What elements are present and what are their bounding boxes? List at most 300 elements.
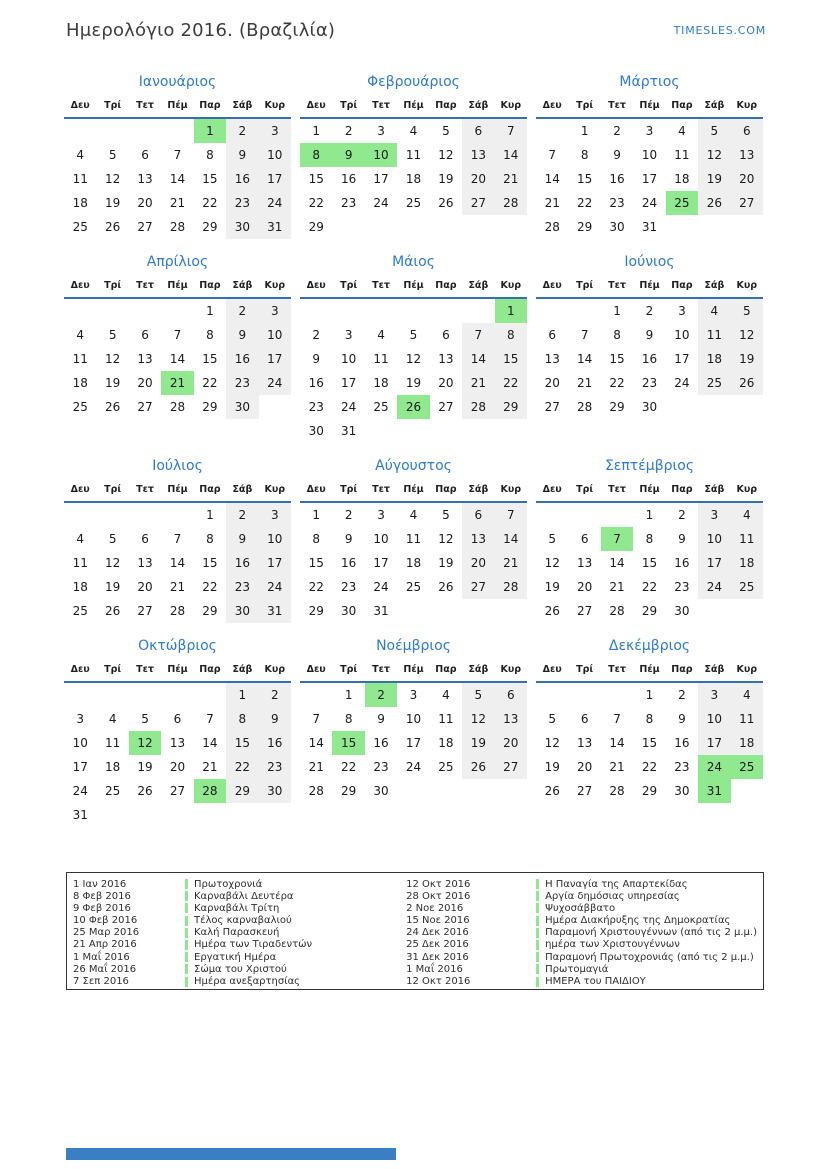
day-cell: 11 xyxy=(731,707,763,731)
empty-cell xyxy=(430,215,462,239)
empty-cell xyxy=(397,599,429,623)
day-cell: 21 xyxy=(544,196,560,210)
day-cell: 18 xyxy=(72,376,88,390)
day-cell: 12 xyxy=(129,731,161,755)
day-cell: 3 xyxy=(377,508,385,522)
month-title: Φεβρουάριος xyxy=(367,74,460,90)
empty-cell xyxy=(129,119,161,143)
day-cell: 4 xyxy=(76,328,85,342)
day-cell: 28 xyxy=(609,604,625,618)
day-cell: 4 xyxy=(698,299,730,323)
month-title: Ιούλιος xyxy=(152,458,203,474)
day-cell: 16 xyxy=(609,172,625,186)
weekday-label: Πέμ xyxy=(639,280,660,291)
day-cell: 12 xyxy=(438,148,454,162)
day-cell: 7 xyxy=(173,148,182,162)
empty-cell xyxy=(568,503,600,527)
day-cell: 29 xyxy=(308,604,324,618)
day-cell: 28 xyxy=(308,784,324,798)
legend-date: 25 Δεκ 2016 xyxy=(406,939,469,951)
day-cell: 23 xyxy=(373,760,389,774)
legend-holiday-name: ημέρα των Χριστουγέννων xyxy=(545,939,680,951)
day-cell: 26 xyxy=(137,784,153,798)
empty-cell xyxy=(161,803,193,827)
legend-holiday-name: Ημέρα των Τιραδεντών xyxy=(194,939,313,951)
day-cell: 23 xyxy=(226,575,258,599)
empty-cell xyxy=(666,215,698,239)
day-cell: 17 xyxy=(698,731,730,755)
day-cell: 28 xyxy=(169,604,186,618)
legend-date: 7 Σεπ 2016 xyxy=(73,976,129,987)
month-calendar xyxy=(536,72,763,239)
weekday-label: Κυρ xyxy=(264,280,286,291)
day-cell: 31 xyxy=(698,779,730,803)
day-cell: 4 xyxy=(731,503,763,527)
month-title: Αύγουστος xyxy=(375,458,452,474)
empty-cell xyxy=(601,503,633,527)
day-cell: 22 xyxy=(340,760,357,774)
weekday-header-row xyxy=(536,483,763,503)
day-cell: 16 xyxy=(340,172,357,186)
day-cell: 30 xyxy=(674,784,690,798)
day-cell: 15 xyxy=(495,347,527,371)
legend-marker-icon xyxy=(185,916,188,926)
legend-row xyxy=(73,878,402,890)
legend-holiday-name: Καρναβάλι Δευτέρα xyxy=(194,890,294,902)
weekday-label: Κυρ xyxy=(264,484,286,495)
empty-cell xyxy=(194,803,226,827)
day-cell: 28 xyxy=(495,191,527,215)
day-cell: 18 xyxy=(373,376,389,390)
day-cell: 24 xyxy=(259,371,291,395)
day-cell: 17 xyxy=(373,556,389,570)
day-cell: 7 xyxy=(613,712,621,726)
day-cell: 22 xyxy=(641,580,658,594)
day-cell: 1 xyxy=(495,299,527,323)
day-cell: 31 xyxy=(641,220,658,234)
day-cell: 12 xyxy=(104,556,121,570)
day-cell: 27 xyxy=(544,400,560,414)
empty-cell xyxy=(96,503,128,527)
legend-holiday-name: Ημέρα Διακήρυξης της Δημοκρατίας xyxy=(545,915,731,927)
empty-cell xyxy=(536,503,568,527)
day-cell: 6 xyxy=(442,328,450,342)
weekday-label: Τρί xyxy=(340,280,358,291)
day-cell: 11 xyxy=(698,323,730,347)
day-cell: 2 xyxy=(226,503,258,527)
day-cell: 8 xyxy=(580,148,589,162)
day-cell: 27 xyxy=(495,755,527,779)
empty-cell xyxy=(129,683,161,707)
day-cell: 2 xyxy=(645,304,654,318)
day-cell: 8 xyxy=(206,328,214,342)
day-cell: 26 xyxy=(104,604,121,618)
day-cell: 31 xyxy=(373,604,389,618)
day-cell: 8 xyxy=(226,707,258,731)
day-cell: 22 xyxy=(202,376,218,390)
legend-row xyxy=(73,951,402,963)
day-cell: 5 xyxy=(698,119,730,143)
empty-cell xyxy=(300,683,332,707)
day-cell: 10 xyxy=(72,736,88,750)
day-cell: 14 xyxy=(308,736,324,750)
month-calendar xyxy=(536,636,763,803)
day-cell: 25 xyxy=(438,760,454,774)
legend-date: 9 Φεβ 2016 xyxy=(73,902,131,914)
month-calendar xyxy=(64,72,291,239)
weekday-label: Παρ xyxy=(671,484,693,495)
day-cell: 9 xyxy=(678,712,686,726)
legend-date: 21 Απρ 2016 xyxy=(73,939,137,951)
weekday-label: Παρ xyxy=(199,484,221,495)
day-cell: 29 xyxy=(202,604,218,618)
weekday-label: Τρί xyxy=(104,664,122,675)
day-cell: 9 xyxy=(312,352,321,366)
weekday-header-row xyxy=(300,483,527,503)
empty-cell xyxy=(365,299,397,323)
empty-cell xyxy=(601,683,633,707)
day-cell: 1 xyxy=(613,304,621,318)
day-cell: 16 xyxy=(226,347,258,371)
day-cell: 18 xyxy=(698,347,730,371)
month-title: Μάιος xyxy=(392,254,435,270)
day-cell: 28 xyxy=(609,784,625,798)
day-cell: 24 xyxy=(698,755,730,779)
day-cell: 13 xyxy=(544,352,560,366)
day-cell: 18 xyxy=(731,551,763,575)
day-cell: 23 xyxy=(609,196,625,210)
day-cell: 1 xyxy=(206,508,214,522)
day-cell: 29 xyxy=(495,395,527,419)
day-cell: 12 xyxy=(104,172,121,186)
day-cell: 22 xyxy=(226,755,258,779)
day-cell: 19 xyxy=(462,731,494,755)
day-cell: 17 xyxy=(259,167,291,191)
day-cell: 10 xyxy=(698,527,730,551)
weekday-label: Τρί xyxy=(340,484,358,495)
day-cell: 29 xyxy=(340,784,357,798)
day-cell: 7 xyxy=(495,119,527,143)
day-cell: 29 xyxy=(226,779,258,803)
legend-marker-icon xyxy=(185,928,188,938)
weekday-label: Δευ xyxy=(542,100,562,111)
day-cell: 24 xyxy=(674,376,690,390)
weekday-label: Παρ xyxy=(435,664,457,675)
day-cell: 1 xyxy=(580,124,589,138)
day-cell: 9 xyxy=(678,532,686,546)
day-cell: 12 xyxy=(438,532,454,546)
day-cell: 21 xyxy=(609,760,625,774)
legend-row xyxy=(406,878,757,890)
day-cell: 29 xyxy=(308,220,324,234)
day-cell: 23 xyxy=(641,376,658,390)
empty-cell xyxy=(96,299,128,323)
day-cell: 2 xyxy=(678,688,686,702)
legend-row xyxy=(73,963,402,975)
day-cell: 20 xyxy=(137,376,153,390)
legend-row xyxy=(406,951,757,963)
day-cell: 19 xyxy=(405,376,422,390)
weekday-label: Τρί xyxy=(576,484,594,495)
day-cell: 15 xyxy=(308,172,324,186)
weekday-label: Τετ xyxy=(608,664,626,675)
day-cell: 11 xyxy=(405,532,422,546)
weekday-label: Κυρ xyxy=(736,664,758,675)
legend-row xyxy=(73,915,402,927)
day-cell: 18 xyxy=(674,172,690,186)
weekday-label: Τετ xyxy=(372,280,390,291)
weekday-label: Σάβ xyxy=(232,664,253,675)
day-cell: 29 xyxy=(609,400,625,414)
legend-date: 2 Νοε 2016 xyxy=(406,902,464,914)
day-cell: 21 xyxy=(202,760,218,774)
day-cell: 17 xyxy=(373,172,389,186)
day-cell: 22 xyxy=(641,760,658,774)
weekday-header-row xyxy=(536,99,763,119)
day-cell: 29 xyxy=(641,784,658,798)
legend-holiday-name: Η Παναγία της Απαρτεκίδας xyxy=(545,878,688,890)
day-cell: 26 xyxy=(544,604,560,618)
weekday-label: Τετ xyxy=(372,664,390,675)
weekday-label: Πέμ xyxy=(167,484,188,495)
weekday-label: Τετ xyxy=(136,280,154,291)
day-cell: 23 xyxy=(674,580,690,594)
empty-cell xyxy=(666,395,698,419)
day-cell: 14 xyxy=(169,172,186,186)
day-cell: 3 xyxy=(698,503,730,527)
day-cell: 24 xyxy=(373,196,389,210)
day-cell: 15 xyxy=(641,556,658,570)
day-cell: 1 xyxy=(312,124,321,138)
empty-cell xyxy=(462,779,494,803)
legend-row xyxy=(406,939,757,951)
day-cell: 20 xyxy=(137,580,153,594)
legend-row xyxy=(73,939,402,951)
weekday-header-row xyxy=(64,99,291,119)
day-cell: 10 xyxy=(340,352,357,366)
day-cell: 21 xyxy=(169,580,186,594)
day-cell: 12 xyxy=(462,707,494,731)
day-cell: 13 xyxy=(137,352,153,366)
weekday-label: Τρί xyxy=(340,100,358,111)
day-cell: 20 xyxy=(576,760,593,774)
empty-cell xyxy=(731,215,763,239)
month-days xyxy=(64,299,291,419)
legend-row xyxy=(73,927,402,939)
day-cell: 4 xyxy=(442,688,450,702)
site-link[interactable]: TIMESLES.COM xyxy=(673,24,766,37)
day-cell: 31 xyxy=(72,808,88,822)
day-cell: 31 xyxy=(340,424,357,438)
legend-right-column xyxy=(406,878,757,988)
legend-date: 10 Φεβ 2016 xyxy=(73,915,138,927)
day-cell: 5 xyxy=(409,328,418,342)
legend-left-column xyxy=(73,878,402,988)
legend-marker-icon xyxy=(536,891,539,901)
day-cell: 24 xyxy=(698,575,730,599)
day-cell: 8 xyxy=(613,328,621,342)
legend-holiday-name: Αργία δημόσιας υπηρεσίας xyxy=(545,890,680,902)
day-cell: 5 xyxy=(141,712,149,726)
legend-marker-icon xyxy=(536,964,539,974)
weekday-label: Παρ xyxy=(199,280,221,291)
day-cell: 1 xyxy=(645,508,654,522)
empty-cell xyxy=(161,683,193,707)
day-cell: 11 xyxy=(373,352,389,366)
weekday-label: Κυρ xyxy=(736,484,758,495)
weekday-label: Τετ xyxy=(136,664,154,675)
empty-cell xyxy=(64,119,96,143)
legend-date: 1 Ιαν 2016 xyxy=(73,878,127,890)
day-cell: 2 xyxy=(678,508,686,522)
day-cell: 16 xyxy=(674,556,690,570)
day-cell: 17 xyxy=(259,551,291,575)
day-cell: 15 xyxy=(641,736,658,750)
day-cell: 27 xyxy=(576,784,593,798)
empty-cell xyxy=(731,779,763,803)
weekday-label: Τετ xyxy=(608,100,626,111)
day-cell: 3 xyxy=(259,503,291,527)
day-cell: 25 xyxy=(104,784,121,798)
weekday-label: Πέμ xyxy=(167,664,188,675)
weekday-label: Τετ xyxy=(372,100,390,111)
day-cell: 14 xyxy=(202,736,218,750)
day-cell: 24 xyxy=(72,784,88,798)
legend-holiday-name: Ημέρα ανεξαρτησίας xyxy=(194,976,301,987)
empty-cell xyxy=(64,503,96,527)
legend-date: 25 Μαρ 2016 xyxy=(73,927,140,939)
legend-holiday-name: Πρωτομαγιά xyxy=(545,963,609,975)
day-cell: 12 xyxy=(731,323,763,347)
legend-row xyxy=(406,915,757,927)
day-cell: 28 xyxy=(495,575,527,599)
empty-cell xyxy=(300,299,332,323)
day-cell: 2 xyxy=(226,119,258,143)
day-cell: 30 xyxy=(308,424,324,438)
day-cell: 27 xyxy=(137,604,153,618)
weekday-label: Παρ xyxy=(199,100,221,111)
day-cell: 25 xyxy=(72,220,88,234)
legend-marker-icon xyxy=(185,879,188,889)
weekday-label: Τετ xyxy=(372,484,390,495)
day-cell: 22 xyxy=(202,580,218,594)
day-cell: 10 xyxy=(641,148,658,162)
day-cell: 8 xyxy=(206,148,214,162)
empty-cell xyxy=(568,683,600,707)
month-calendar xyxy=(300,252,527,443)
weekday-label: Δευ xyxy=(542,484,562,495)
day-cell: 30 xyxy=(226,395,258,419)
day-cell: 14 xyxy=(609,736,625,750)
day-cell: 3 xyxy=(76,712,85,726)
day-cell: 6 xyxy=(462,119,494,143)
day-cell: 9 xyxy=(645,328,654,342)
day-cell: 9 xyxy=(226,527,258,551)
legend-marker-icon xyxy=(185,940,188,950)
empty-cell xyxy=(698,215,730,239)
day-cell: 6 xyxy=(141,148,149,162)
weekday-label: Κυρ xyxy=(500,280,522,291)
day-cell: 12 xyxy=(104,352,121,366)
empty-cell xyxy=(259,803,291,827)
day-cell: 25 xyxy=(72,400,88,414)
weekday-label: Δευ xyxy=(306,280,326,291)
day-cell: 16 xyxy=(259,731,291,755)
empty-cell xyxy=(430,419,462,443)
weekday-label: Παρ xyxy=(435,484,457,495)
month-title: Απρίλιος xyxy=(146,254,209,270)
day-cell: 17 xyxy=(641,172,658,186)
empty-cell xyxy=(430,779,462,803)
day-cell: 12 xyxy=(405,352,422,366)
legend-marker-icon xyxy=(536,928,539,938)
day-cell: 19 xyxy=(104,196,121,210)
day-cell: 5 xyxy=(442,508,450,522)
day-cell: 2 xyxy=(344,508,353,522)
day-cell: 27 xyxy=(731,191,763,215)
day-cell: 21 xyxy=(169,196,186,210)
empty-cell xyxy=(129,299,161,323)
weekday-header-row xyxy=(300,279,527,299)
legend-marker-icon xyxy=(185,891,188,901)
legend-marker-icon xyxy=(536,916,539,926)
day-cell: 7 xyxy=(462,323,494,347)
legend-marker-icon xyxy=(536,977,539,987)
day-cell: 20 xyxy=(169,760,186,774)
page-title: Ημερολόγιο 2016. (Βραζιλία) xyxy=(66,20,336,41)
month-days xyxy=(300,119,527,239)
day-cell: 22 xyxy=(308,580,324,594)
weekday-header-row xyxy=(64,279,291,299)
month-title: Σεπτέμβριος xyxy=(604,458,695,474)
legend-date: 24 Δεκ 2016 xyxy=(406,927,469,939)
empty-cell xyxy=(129,503,161,527)
month-calendar xyxy=(300,636,527,803)
footer-bar xyxy=(66,1148,396,1160)
weekday-label: Πέμ xyxy=(167,100,188,111)
legend-holiday-name: Καρναβάλι Τρίτη xyxy=(194,902,280,914)
day-cell: 22 xyxy=(308,196,324,210)
empty-cell xyxy=(698,599,730,623)
day-cell: 14 xyxy=(495,143,527,167)
legend-date: 26 Μαΐ 2016 xyxy=(73,963,137,975)
day-cell: 4 xyxy=(731,683,763,707)
day-cell: 13 xyxy=(169,736,186,750)
month-days xyxy=(536,503,763,623)
day-cell: 18 xyxy=(72,580,88,594)
day-cell: 12 xyxy=(544,556,560,570)
day-cell: 5 xyxy=(108,328,117,342)
day-cell: 15 xyxy=(332,731,364,755)
weekday-label: Κυρ xyxy=(500,100,522,111)
month-calendar xyxy=(536,252,763,419)
day-cell: 17 xyxy=(72,760,88,774)
legend-row xyxy=(73,976,402,988)
weekday-label: Δευ xyxy=(70,664,90,675)
weekday-label: Τρί xyxy=(576,100,594,111)
day-cell: 20 xyxy=(576,580,593,594)
empty-cell xyxy=(495,779,527,803)
day-cell: 27 xyxy=(438,400,454,414)
day-cell: 8 xyxy=(645,712,654,726)
day-cell: 20 xyxy=(438,376,454,390)
empty-cell xyxy=(397,299,429,323)
day-cell: 14 xyxy=(169,556,186,570)
day-cell: 16 xyxy=(226,551,258,575)
day-cell: 24 xyxy=(259,575,291,599)
day-cell: 5 xyxy=(462,683,494,707)
day-cell: 26 xyxy=(731,371,763,395)
